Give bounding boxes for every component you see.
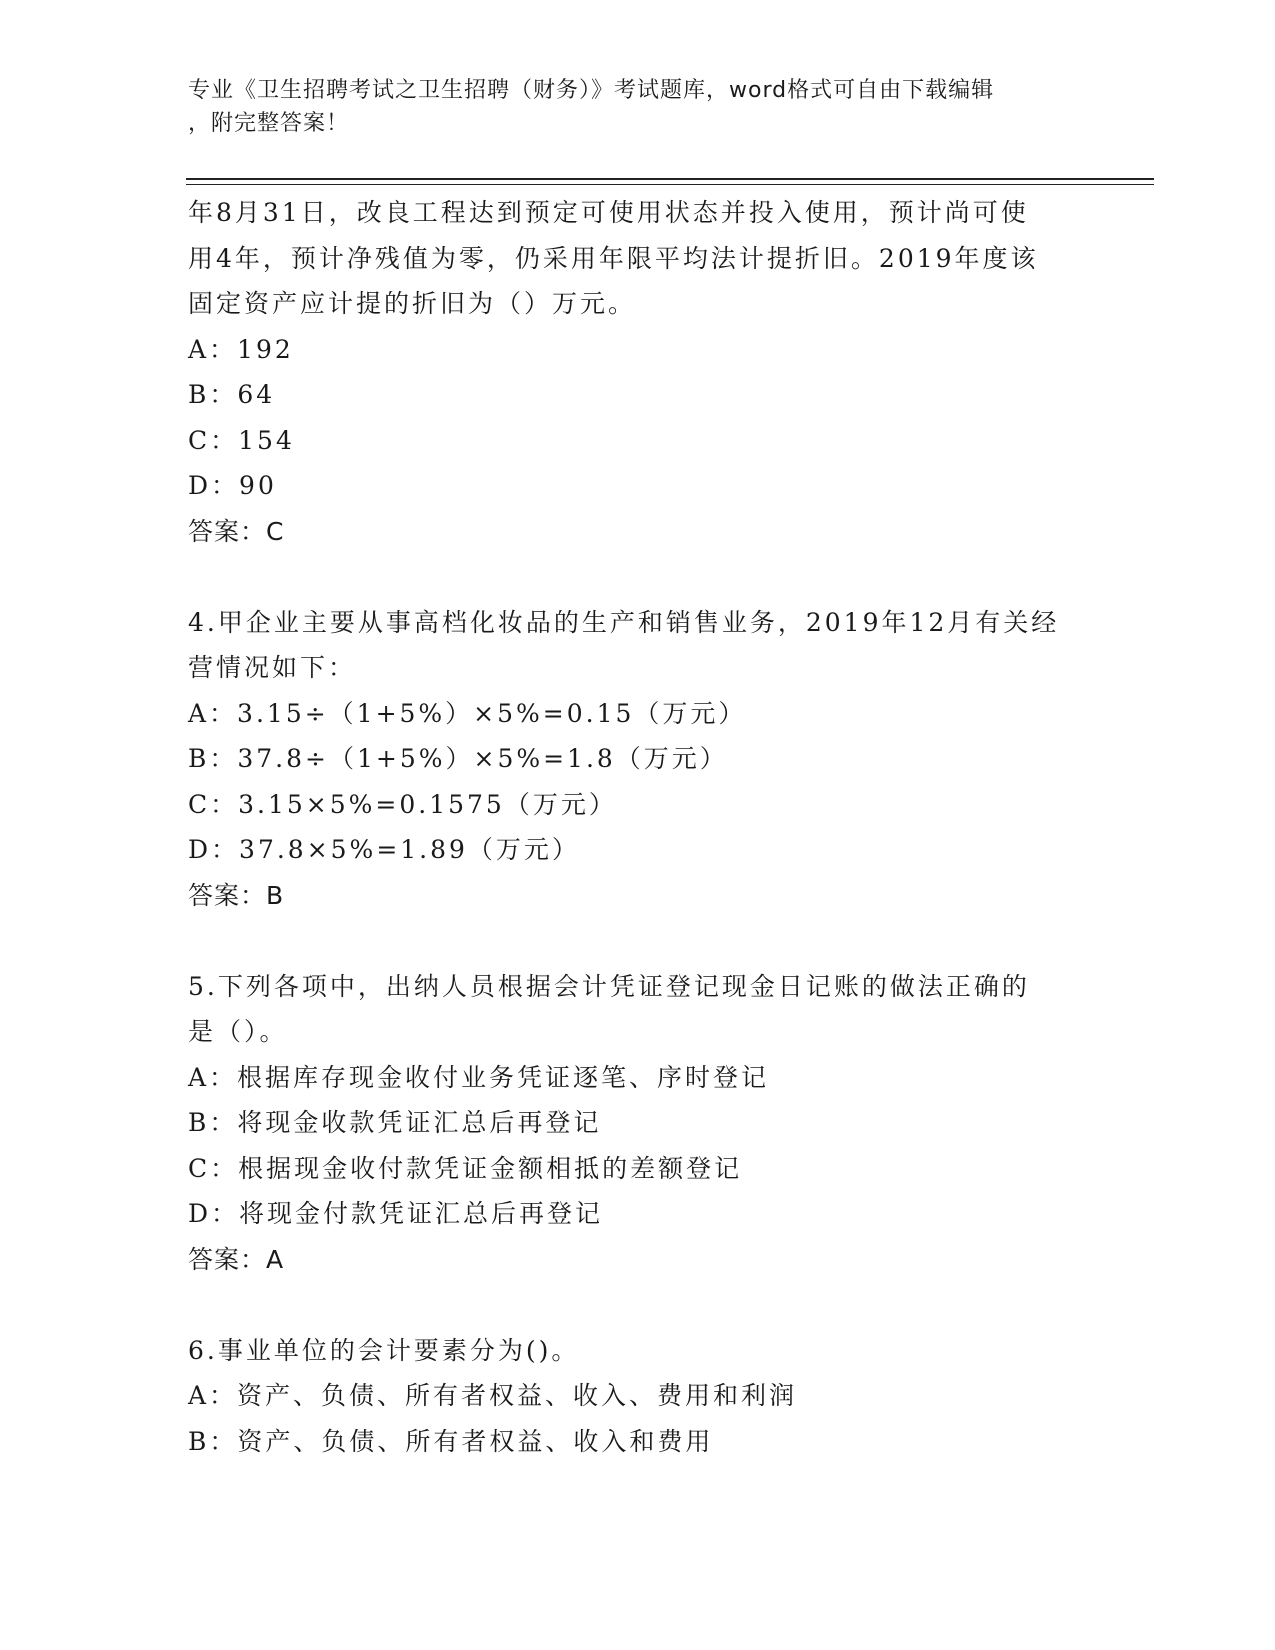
question-content bbox=[188, 190, 1088, 1464]
question-3-text-line-2: 用4年，预计净残值为零，仍采用年限平均法计提折旧。2019年度该 bbox=[188, 243, 1039, 273]
spacer bbox=[188, 554, 1088, 600]
question-3-option-a: A：192 bbox=[188, 334, 294, 364]
question-4-answer: 答案：B bbox=[188, 880, 285, 910]
question-6-text-line-1: 6.事业单位的会计要素分为()。 bbox=[188, 1335, 580, 1365]
question-4 bbox=[188, 600, 1088, 919]
question-3-text-line-3: 固定资产应计提的折旧为（）万元。 bbox=[188, 289, 637, 318]
question-3-answer: 答案：C bbox=[188, 516, 285, 546]
question-3-text-line-1: 年8月31日，改良工程达到预定可使用状态并投入使用，预计尚可使 bbox=[188, 198, 1029, 227]
page-header bbox=[188, 74, 1068, 140]
header-divider-thick bbox=[186, 178, 1154, 180]
question-4-text-line-2: 营情况如下： bbox=[188, 653, 357, 682]
question-4-option-d: D：37.8×5%=1.89（万元） bbox=[188, 835, 580, 864]
question-4-option-a: A：3.15÷（1+5%）×5%=0.15（万元） bbox=[188, 698, 747, 728]
header-line-2: ，附完整答案！ bbox=[188, 111, 350, 136]
question-3 bbox=[188, 190, 1088, 554]
question-3-option-c: C：154 bbox=[188, 425, 295, 455]
question-4-option-b: B：37.8÷（1+5%）×5%=1.8（万元） bbox=[188, 744, 728, 773]
question-6 bbox=[188, 1328, 1088, 1465]
question-5-option-a: A：根据库存现金收付业务凭证逐笔、序时登记 bbox=[188, 1062, 770, 1092]
spacer bbox=[188, 918, 1088, 964]
question-6-option-b: B：资产、负债、所有者权益、收入和费用 bbox=[188, 1426, 714, 1456]
question-5-text-line-1: 5.下列各项中，出纳人员根据会计凭证登记现金日记账的做法正确的 bbox=[188, 971, 1030, 1001]
question-5-option-c: C：根据现金收付款凭证金额相抵的差额登记 bbox=[188, 1153, 743, 1183]
question-5-option-b: B：将现金收款凭证汇总后再登记 bbox=[188, 1108, 602, 1137]
question-5-answer: 答案：A bbox=[188, 1244, 285, 1274]
question-6-option-a: A：资产、负债、所有者权益、收入、费用和利润 bbox=[188, 1381, 798, 1410]
question-5-option-d: D：将现金付款凭证汇总后再登记 bbox=[188, 1199, 604, 1228]
header-line-1: 专业《卫生招聘考试之卫生招聘（财务）》考试题库，word格式可自由下载编辑 bbox=[188, 78, 995, 103]
question-4-text-line-1: 4.甲企业主要从事高档化妆品的生产和销售业务，2019年12月有关经 bbox=[188, 607, 1060, 637]
question-3-option-b: B：64 bbox=[188, 380, 276, 409]
question-3-option-d: D：90 bbox=[188, 471, 277, 500]
question-5 bbox=[188, 964, 1088, 1283]
spacer bbox=[188, 1282, 1088, 1328]
header-divider-thin bbox=[186, 184, 1154, 185]
question-5-text-line-2: 是（）。 bbox=[188, 1017, 288, 1046]
question-4-option-c: C：3.15×5%=0.1575（万元） bbox=[188, 789, 617, 819]
